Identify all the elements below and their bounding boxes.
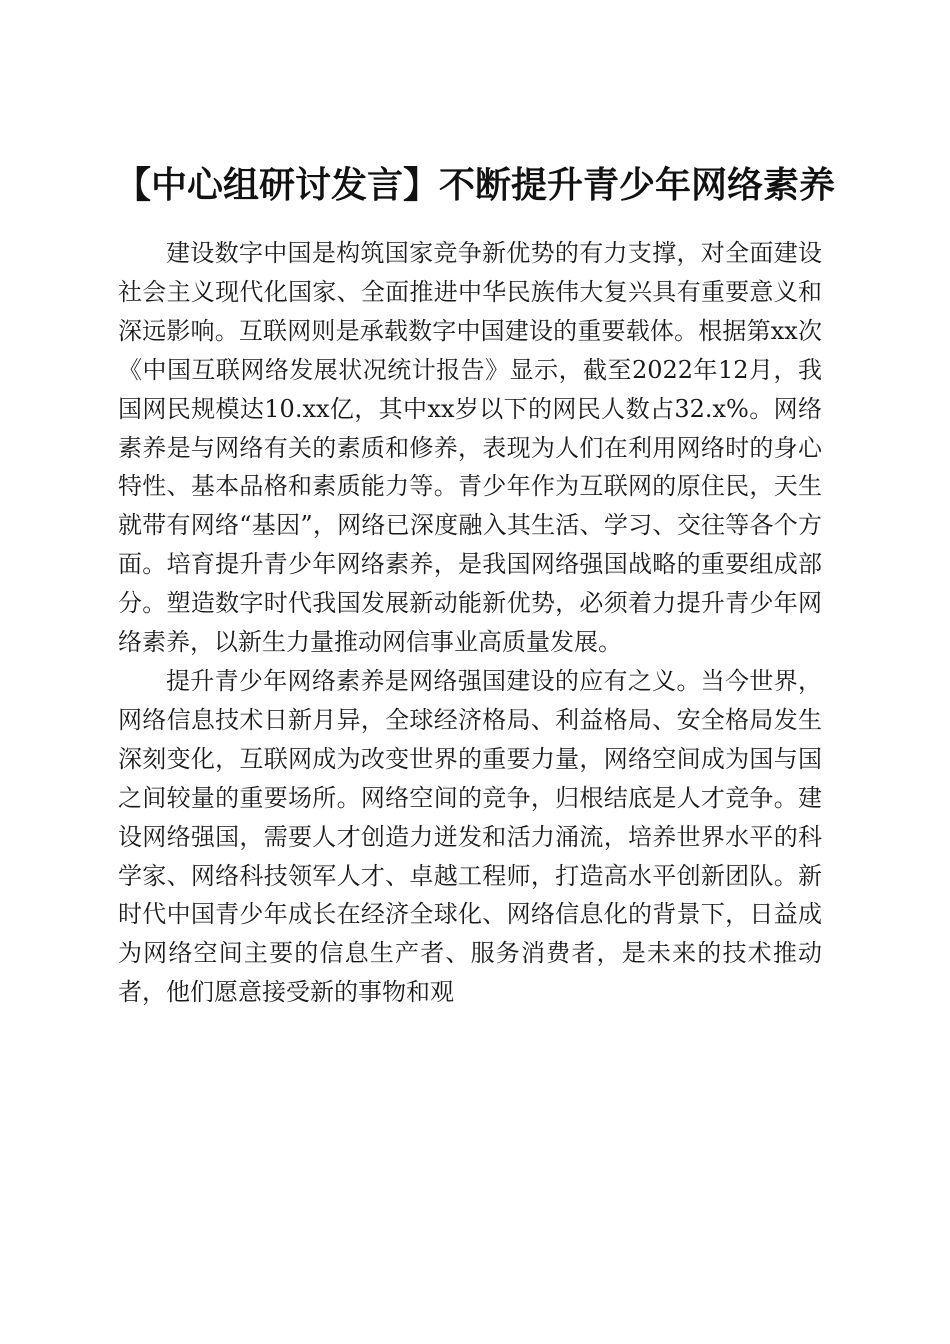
document-title: 【中心组研讨发言】不断提升青少年网络素养	[114, 164, 835, 207]
document-body	[118, 234, 822, 1012]
paragraph-2: 提升青少年网络素养是网络强国建设的应有之义。当今世界，网络信息技术日新月异，全球经济格局、利益格局、安全格局发生深刻变化，互联网成为改变世界的重要力量，网络空间成为国与国之间较量的重要场所。网络空间的竞争，归根结底是人才竞争。建设网络强国，需要人才创造力迸发和活力涌流，培养世界水平的科学家、网络科技领军人才、卓越工程师，打造高水平创新团队。新时代中国青少年成长在经济全球化、网络信息化的背景下，日益成为网络空间主要的信息生产者、服务消费者，是未来的技术推动者，他们愿意接受新的事物和观	[118, 666, 822, 1007]
paragraph-1: 建设数字中国是构筑国家竞争新优势的有力支撑，对全面建设社会主义现代化国家、全面推进中华民族伟大复兴具有重要意义和深远影响。互联网则是承载数字中国建设的重要载体。根据第xx次《中国互联网络发展状况统计报告》显示，截至2022年12月，我国网民规模达10.xx亿，其中xx岁以下的网民人数占32.x%。网络素养是与网络有关的素质和修养，表现为人们在利用网络时的身心特性、基本品格和素质能力等。青少年作为互联网的原住民，天生就带有网络“基因”，网络已深度融入其生活、学习、交往等各个方面。培育提升青少年网络素养，是我国网络强国战略的重要组成部分。塑造数字时代我国发展新动能新优势，必须着力提升青少年网络素养，以新生力量推动网信事业高质量发展。	[118, 239, 822, 657]
